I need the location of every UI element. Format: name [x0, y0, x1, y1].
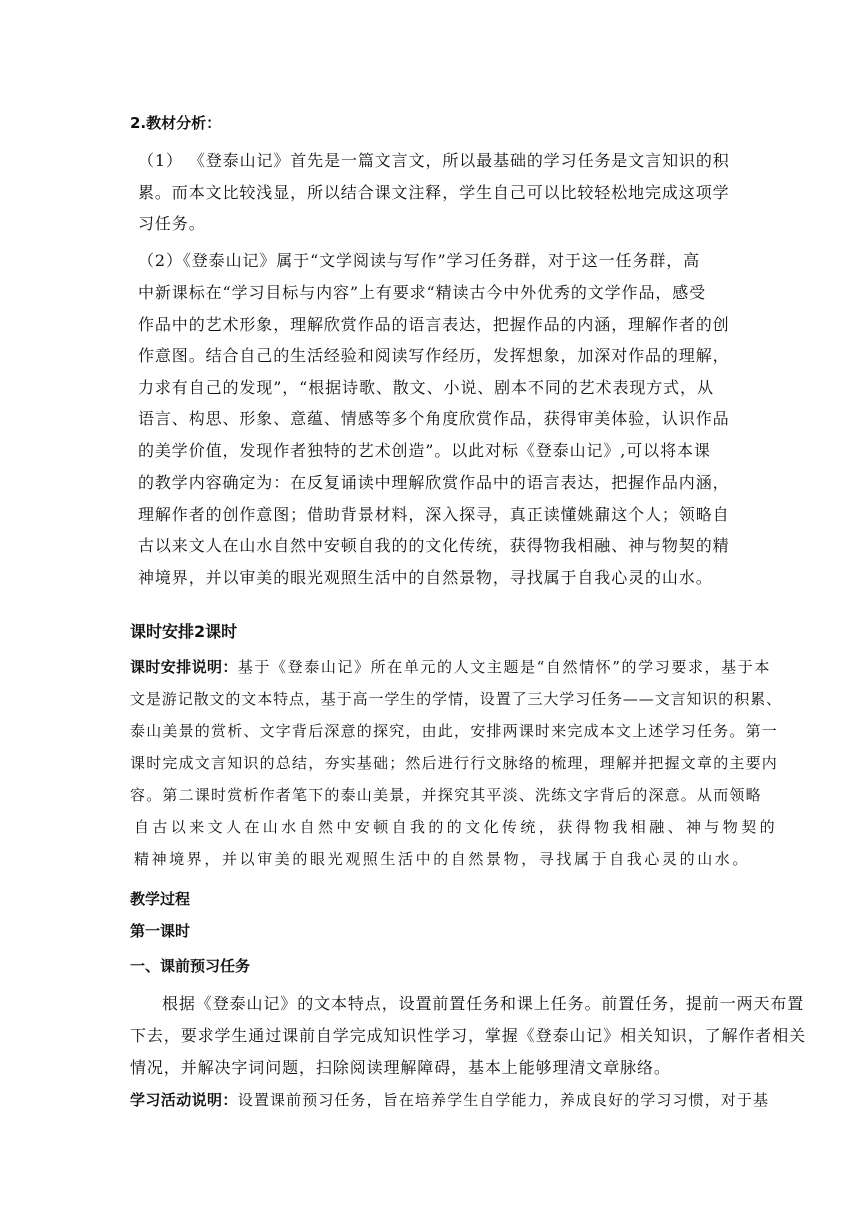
schedule-line: 课时完成文言知识的总结，夯实基础；然后进行行文脉络的梳理，理解并把握文章的主要内	[130, 754, 779, 772]
lesson-heading: 第一课时	[130, 922, 191, 940]
schedule-label: 课时安排说明：	[130, 658, 238, 676]
analysis-p2-line: 语言、构思、形象、意蕴、情感等多个角度欣赏作品，获得审美体验，认识作品	[138, 409, 730, 428]
schedule-line: 泰山美景的赏析、文字背后深意的探究，由此，安排两课时来完成本文上述学习任务。第一	[130, 722, 779, 740]
analysis-p1-line: 累。而本文比较浅显，所以结合课文注释，学生自己可以比较轻松地完成这项学	[138, 183, 730, 202]
process-heading: 教学过程	[130, 890, 191, 908]
process-p-line: 下去，要求学生通过课前自学完成知识性学习，掌握《登泰山记》相关知识，了解作者相关	[130, 1026, 807, 1045]
analysis-p2-line: 古以来文人在山水自然中安顿自我的的文化传统，获得物我相融、神与物契的精	[138, 536, 730, 555]
analysis-p2-line: 的美学价值，发现作者独特的艺术创造”。以此对标《登泰山记》,可以将本课	[138, 441, 711, 460]
schedule-line: 文是游记散文的文本特点，基于高一学生的学情，设置了三大学习任务——文言知识的积累、	[130, 690, 782, 708]
schedule-line: 容。第二课时赏析作者笔下的泰山美景，并探究其平淡、洗练文字背后的深意。从而领略	[130, 786, 762, 804]
analysis-p2-line: 作意图。结合自己的生活经验和阅读写作经历，发挥想象，加深对作品的理解，	[138, 346, 730, 365]
schedule-line: 精神境界，并以审美的眼光观照生活中的自然景物，寻找属于自我心灵的山水。	[134, 850, 751, 868]
activity-line	[130, 1089, 769, 1110]
analysis-p1-line: 习任务。	[138, 214, 206, 233]
process-p-line: 情况，并解决字词问题，扫除阅读理解障碍，基本上能够理清文章脉络。	[130, 1058, 671, 1077]
section-heading: 一、课前预习任务	[130, 957, 251, 975]
analysis-p2-line: 中新课标在“学习目标与内容”上有要求“精读古今中外优秀的文学作品，感受	[138, 283, 707, 302]
analysis-p2-line: 神境界，并以审美的眼光观照生活中的自然景物，寻找属于自我心灵的山水。	[138, 568, 713, 587]
activity-label: 学习活动说明：	[130, 1091, 238, 1109]
analysis-p2-line: 的教学内容确定为：在反复诵读中理解欣赏作品中的语言表达，把握作品内涵，	[138, 473, 730, 492]
schedule-first-line-text: 基于《登泰山记》所在单元的人文主题是“自然情怀”的学习要求，基于本	[237, 658, 771, 676]
analysis-p2-line: 作品中的艺术形象，理解欣赏作品的语言表达，把握作品的内涵，理解作者的创	[138, 315, 730, 334]
analysis-p2-line: 理解作者的创作意图；借助背景材料，深入探寻，真正读懂姚鼐这个人；领略自	[138, 505, 730, 524]
schedule-line: 自古以来文人在山水自然中安顿自我的的文化传统，获得物我相融、神与物契的	[134, 818, 779, 836]
schedule-first-line	[130, 656, 771, 677]
analysis-p2-line: （2）《登泰山记》属于“文学阅读与写作”学习任务群，对于这一任务群，高	[138, 251, 701, 270]
activity-line-text: 设置课前预习任务，旨在培养学生自学能力，养成良好的学习习惯，对于基	[237, 1091, 770, 1109]
process-p-line: 根据《登泰山记》的文本特点，设置前置任务和课上任务。前置任务，提前一两天布置	[162, 994, 805, 1013]
analysis-heading: 2.教材分析：	[130, 114, 222, 132]
analysis-p2-line: 力求有自己的发现”，“根据诗歌、散文、小说、剧本不同的艺术表现方式，从	[138, 378, 714, 397]
analysis-p1-line: （1） 《登泰山记》首先是一篇文言文，所以最基础的学习任务是文言知识的积	[138, 151, 730, 170]
schedule-heading: 课时安排2课时	[130, 622, 238, 641]
